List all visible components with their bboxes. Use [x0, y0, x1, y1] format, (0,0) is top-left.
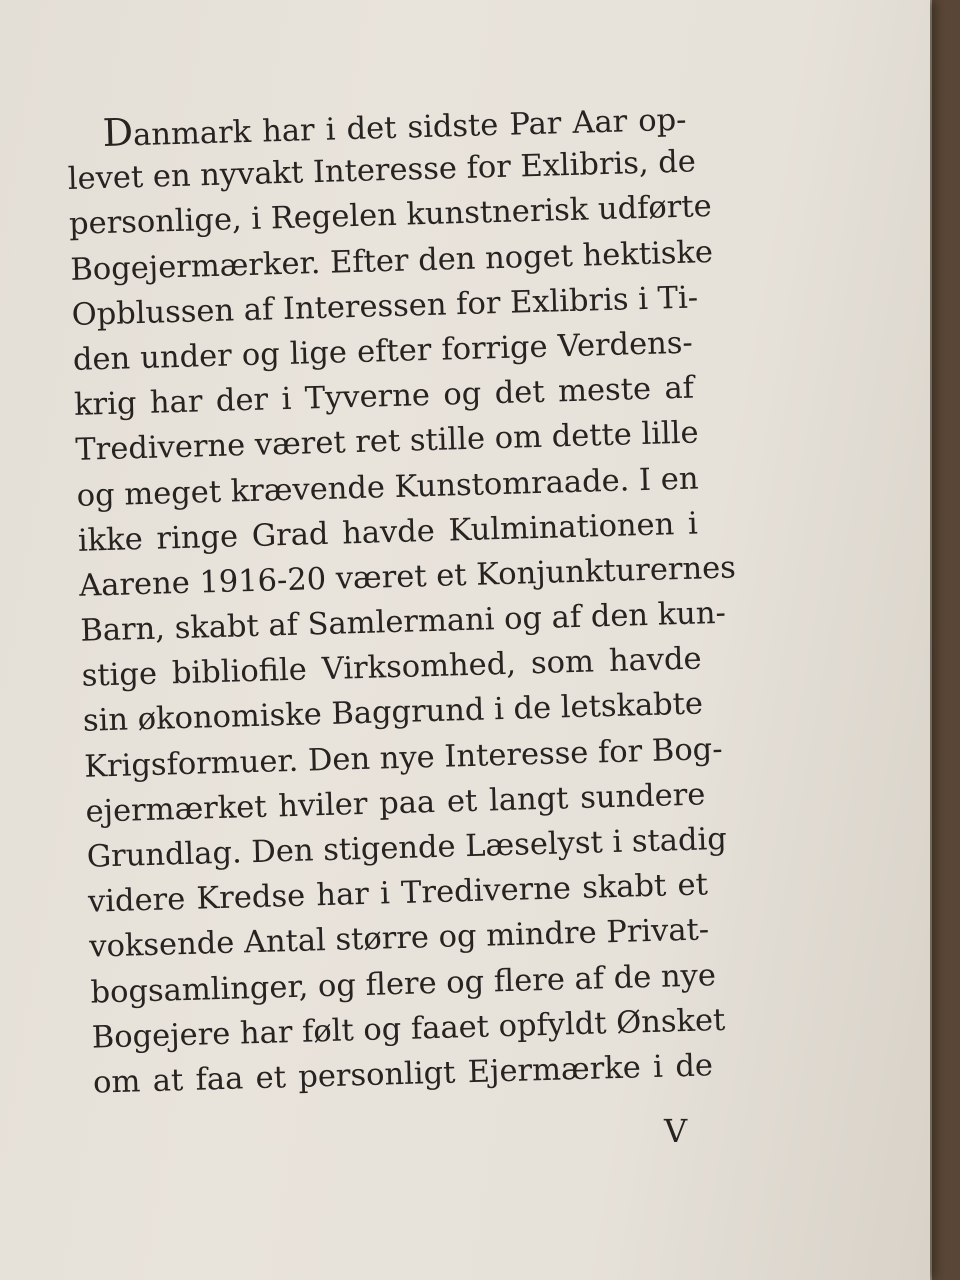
text-line: Bogejere har følt og faaet opfyldt Ønsket	[91, 1002, 726, 1056]
text-line: Grundlag. Den stigende Læselyst i stadig	[86, 821, 728, 875]
text-line: om at faa et personligt Ejermærke i de	[92, 1048, 714, 1101]
text-line: videre Kredse har i Trediverne skabt et	[87, 867, 709, 920]
text-line: Opblussen af Interessen for Exlibris i Ti-	[71, 280, 699, 333]
initial-letter: D	[101, 110, 134, 155]
text-line: ejermærket hviler paa et langt sundere	[85, 777, 706, 830]
body-paragraph	[66, 95, 737, 1106]
text-line: ikke ringe Grad havde Kulminationen i	[77, 506, 699, 559]
page-number: V	[664, 1112, 688, 1150]
text-line: stige bibliofile Virksomhed, som havde	[81, 641, 703, 695]
text-line: og meget krævende Kunstomraade. I en	[76, 460, 699, 514]
text-line: Barn, skabt af Samlermani og af den kun-	[80, 595, 727, 649]
text-line: levet en nyvakt Interesse for Exlibris, de	[67, 144, 697, 198]
text-line: bogsamlinger, og flere og flere af de nye	[90, 957, 717, 1011]
text-line: Trediverne været ret stille om dette lille	[74, 415, 700, 469]
text-line: voksende Antal større og mindre Privat-	[88, 912, 710, 966]
text-line: krig har der i Tyverne og det meste af	[73, 370, 695, 424]
first-line-text: anmark har i det sidste Par Aar op-	[132, 102, 687, 154]
text-line: Bogejermærker. Efter den noget hektiske	[69, 234, 714, 288]
text-line: Krigsformuer. Den nye Interesse for Bog-	[83, 731, 723, 785]
text-line: Aarene 1916-20 været et Konjunkturernes	[78, 550, 737, 604]
text-line: personlige, i Regelen kunstnerisk udførte	[68, 189, 713, 243]
text-line: sin økonomiske Baggrund i de letskabte	[82, 686, 704, 740]
text-line: den under og lige efter forrige Verdens-	[72, 325, 694, 378]
